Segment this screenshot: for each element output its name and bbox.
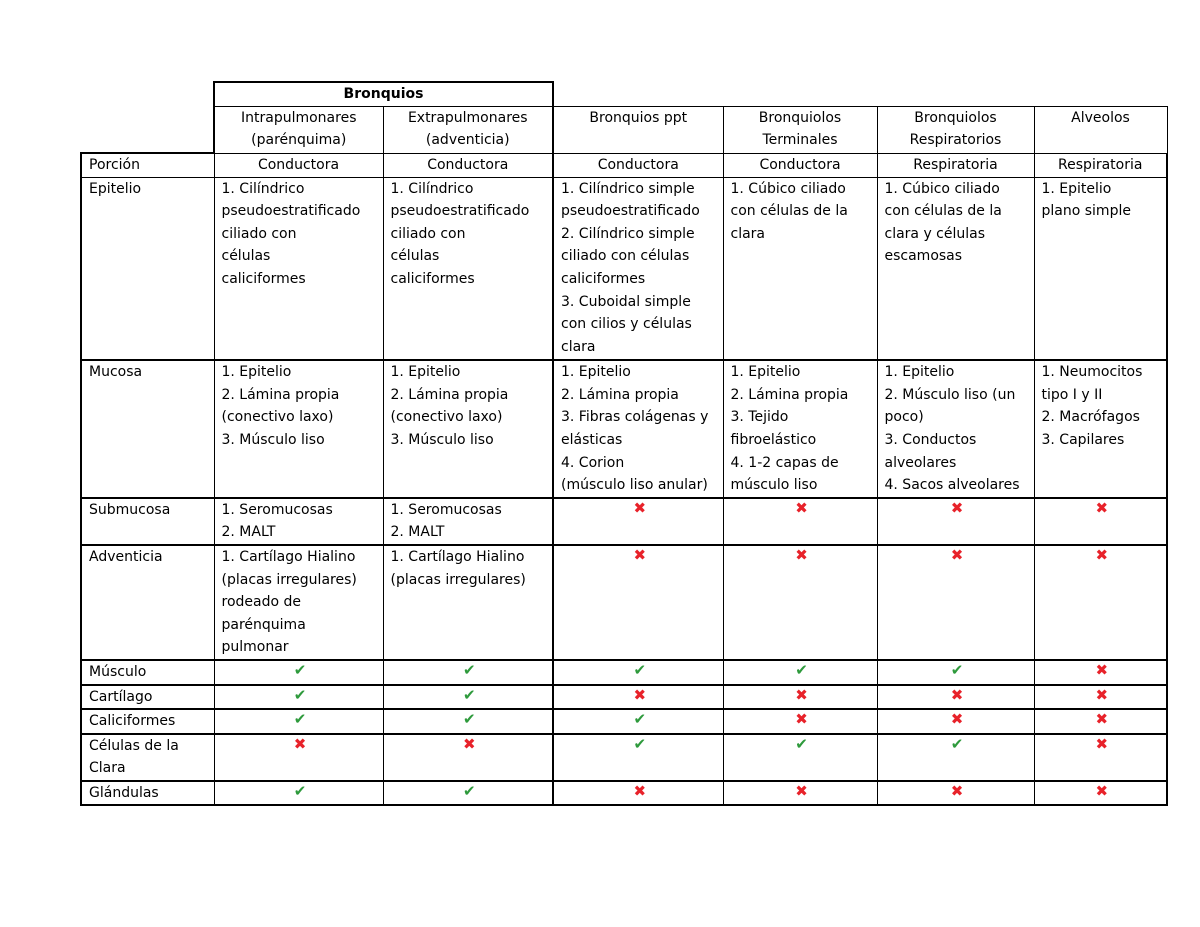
cell-text-line: Caliciformes <box>89 713 176 730</box>
cell-porcion-extrapulmonares <box>383 153 553 177</box>
table-row <box>81 734 1167 781</box>
check-icon: ✔ <box>950 734 964 753</box>
cell-caliciformes-alveolos <box>1034 709 1167 734</box>
cell-text-line: (placas irregulares) <box>221 571 357 588</box>
cell-text-line: Bronquios ppt <box>589 109 688 126</box>
cell-text-line: células <box>390 248 440 265</box>
cell-text-line: 1. Seromucosas <box>221 501 333 518</box>
cell-text-line: pseudoestratificado <box>390 203 530 220</box>
cross-icon: ✖ <box>1095 498 1109 517</box>
cell-musculo-bronquiolos-respiratorios <box>877 660 1034 685</box>
cell-text-line: 4. Sacos alveolares <box>884 477 1020 494</box>
cross-icon: ✖ <box>1095 710 1109 729</box>
cell-text-line: tipo I y II <box>1041 386 1103 403</box>
cell-text-line: poco) <box>884 409 924 426</box>
cell-adventicia-alveolos <box>1034 545 1167 660</box>
cross-icon: ✖ <box>293 734 307 753</box>
cell-text-line: 1. Cilíndrico simple <box>561 180 695 197</box>
cross-icon: ✖ <box>795 545 808 564</box>
cell-text-line: 1. Epitelio <box>1041 180 1112 197</box>
row-label-musculo <box>81 660 214 685</box>
cell-text-line: Submucosa <box>89 501 171 518</box>
table-row <box>81 545 1167 660</box>
cell-text-line: con células de la <box>730 203 848 220</box>
cell-text-line: 1. Seromucosas <box>390 501 502 518</box>
cell-text-line: Extrapulmonares <box>407 109 528 126</box>
cell-text-line: fibroelástico <box>730 431 817 448</box>
row-label-caliciformes <box>81 709 214 734</box>
table-row <box>81 685 1167 710</box>
cell-text-line: pseudoestratificado <box>561 203 700 220</box>
row-label-adventicia <box>81 545 214 660</box>
cell-cartilago-extrapulmonares <box>383 685 553 710</box>
column-header-bronquiolos-respiratorios <box>877 106 1034 153</box>
cell-text-line: con células de la <box>884 203 1002 220</box>
cell-text-line: 2. Lámina propia <box>390 386 509 403</box>
cell-text-line: 1. Neumocitos <box>1041 364 1143 381</box>
cell-text-line: (adventicia) <box>425 132 510 149</box>
cell-adventicia-bronquiolos-terminales <box>723 545 877 660</box>
check-icon: ✔ <box>633 660 647 679</box>
cell-text-line: músculo liso <box>730 477 818 494</box>
cell-glandulas-bronquiolos-terminales <box>723 781 877 806</box>
cross-icon: ✖ <box>795 685 808 704</box>
cell-adventicia-extrapulmonares <box>383 545 553 660</box>
cell-text-line: Conductora <box>759 156 841 173</box>
empty-header-cell <box>1034 82 1167 106</box>
cell-text-line: (placas irregulares) <box>390 571 526 588</box>
cell-text-line: Conductora <box>257 156 340 173</box>
cell-text-line: Intrapulmonares <box>241 109 357 126</box>
cell-text-line: Conductora <box>427 156 509 173</box>
cell-text-line: (músculo liso anular) <box>561 477 708 494</box>
cell-text-line: 2. Músculo liso (un <box>884 386 1016 403</box>
cell-text-line: caliciformes <box>221 271 306 288</box>
cell-glandulas-alveolos <box>1034 781 1167 806</box>
cell-text-line: Bronquiolos <box>758 109 842 126</box>
cell-submucosa-intrapulmonares <box>214 498 383 545</box>
cell-celulas-clara-bronquiolos-respiratorios <box>877 734 1034 781</box>
cell-submucosa-bronquios-ppt <box>553 498 723 545</box>
comparison-table <box>80 81 1168 806</box>
column-header-intrapulmonares <box>214 106 383 153</box>
cell-text-line: 2. Lámina propia <box>730 386 849 403</box>
cell-mucosa-extrapulmonares <box>383 360 553 498</box>
cell-text-line: 4. 1-2 capas de <box>730 454 839 471</box>
cell-glandulas-intrapulmonares <box>214 781 383 806</box>
cell-text-line: 2. MALT <box>390 524 445 541</box>
cross-icon: ✖ <box>633 781 647 800</box>
cell-epitelio-bronquiolos-respiratorios <box>877 177 1034 360</box>
cell-submucosa-bronquiolos-terminales <box>723 498 877 545</box>
cell-text-line: 3. Conductos <box>884 431 977 448</box>
table-row <box>81 660 1167 685</box>
cell-celulas-clara-extrapulmonares <box>383 734 553 781</box>
cell-text-line: 3. Capilares <box>1041 431 1125 448</box>
cell-glandulas-extrapulmonares <box>383 781 553 806</box>
empty-header-cell <box>723 82 877 106</box>
cell-submucosa-extrapulmonares <box>383 498 553 545</box>
cell-text-line: Células de la <box>89 737 179 754</box>
cell-text-line: clara y células <box>884 225 986 242</box>
column-header-bronquios-ppt <box>553 106 723 153</box>
check-icon: ✔ <box>462 781 476 800</box>
cell-text-line: 1. Cartílago Hialino <box>221 548 356 565</box>
cell-text-line: 1. Epitelio <box>884 364 955 381</box>
cross-icon: ✖ <box>950 710 964 729</box>
cell-epitelio-bronquiolos-terminales <box>723 177 877 360</box>
cell-cartilago-alveolos <box>1034 685 1167 710</box>
check-icon: ✔ <box>462 660 476 679</box>
cell-text-line: (parénquima) <box>251 132 347 149</box>
empty-corner <box>81 106 214 153</box>
cell-text-line: escamosas <box>884 248 963 265</box>
cell-celulas-clara-bronquios-ppt <box>553 734 723 781</box>
table-row <box>81 781 1167 806</box>
row-label-porcion <box>81 153 214 177</box>
cell-text-line: 1. Epitelio <box>561 364 631 381</box>
cell-text-line: ciliado con <box>390 225 466 242</box>
cross-icon: ✖ <box>1095 660 1109 679</box>
cell-glandulas-bronquiolos-respiratorios <box>877 781 1034 806</box>
cell-text-line: 3. Músculo liso <box>390 431 494 448</box>
check-icon: ✔ <box>633 710 647 729</box>
cell-celulas-clara-intrapulmonares <box>214 734 383 781</box>
check-icon: ✔ <box>795 734 808 753</box>
header-columns-row <box>81 106 1167 153</box>
column-header-extrapulmonares <box>383 106 553 153</box>
cross-icon: ✖ <box>795 781 808 800</box>
cell-text-line: 3. Fibras colágenas y <box>561 409 709 426</box>
cell-epitelio-bronquios-ppt <box>553 177 723 360</box>
cell-caliciformes-bronquios-ppt <box>553 709 723 734</box>
cell-celulas-clara-bronquiolos-terminales <box>723 734 877 781</box>
cell-mucosa-alveolos <box>1034 360 1167 498</box>
cell-text-line: (conectivo laxo) <box>221 409 334 426</box>
cell-text-line: pseudoestratificado <box>221 203 361 220</box>
cell-text-line: (conectivo laxo) <box>390 409 503 426</box>
cell-text-line: ciliado con células <box>561 248 690 265</box>
table-row <box>81 709 1167 734</box>
cross-icon: ✖ <box>633 545 647 564</box>
cell-text-line: parénquima <box>221 616 306 633</box>
cell-text-line: 3. Cuboidal simple <box>561 293 691 310</box>
cell-text-line: Músculo <box>89 663 147 680</box>
cross-icon: ✖ <box>795 710 808 729</box>
table-row <box>81 153 1167 177</box>
cell-text-line: caliciformes <box>561 271 646 288</box>
cross-icon: ✖ <box>950 685 964 704</box>
cell-text-line: alveolares <box>884 454 957 471</box>
cell-text-line: 1. Epitelio <box>730 364 801 381</box>
check-icon: ✔ <box>795 660 808 679</box>
cross-icon: ✖ <box>633 498 647 517</box>
cell-adventicia-bronquiolos-respiratorios <box>877 545 1034 660</box>
cell-caliciformes-bronquiolos-respiratorios <box>877 709 1034 734</box>
cell-musculo-intrapulmonares <box>214 660 383 685</box>
cell-text-line: clara <box>730 225 766 242</box>
row-label-submucosa <box>81 498 214 545</box>
cell-text-line: 2. Macrófagos <box>1041 409 1140 426</box>
cell-text-line: Terminales <box>762 132 838 149</box>
cell-adventicia-bronquios-ppt <box>553 545 723 660</box>
cross-icon: ✖ <box>795 498 808 517</box>
column-header-bronquiolos-terminales <box>723 106 877 153</box>
empty-header-cell <box>553 82 723 106</box>
cell-text-line: Adventicia <box>89 548 163 565</box>
cell-epitelio-extrapulmonares <box>383 177 553 360</box>
cell-epitelio-alveolos <box>1034 177 1167 360</box>
cell-text-line: 1. Cartílago Hialino <box>390 548 525 565</box>
cell-musculo-extrapulmonares <box>383 660 553 685</box>
cell-text-line: Glándulas <box>89 784 159 801</box>
cell-porcion-bronquiolos-terminales <box>723 153 877 177</box>
cell-text-line: Mucosa <box>89 364 143 381</box>
row-label-epitelio <box>81 177 214 360</box>
cell-text-line: Respiratoria <box>913 156 998 173</box>
cross-icon: ✖ <box>950 498 964 517</box>
cell-text-line: caliciformes <box>390 271 475 288</box>
header-group-row <box>81 82 1167 106</box>
cell-text-line: Conductora <box>597 156 679 173</box>
check-icon: ✔ <box>633 734 647 753</box>
cell-caliciformes-extrapulmonares <box>383 709 553 734</box>
cell-mucosa-bronquiolos-respiratorios <box>877 360 1034 498</box>
cell-cartilago-bronquios-ppt <box>553 685 723 710</box>
cell-text-line: elásticas <box>561 431 623 448</box>
cell-adventicia-intrapulmonares <box>214 545 383 660</box>
cross-icon: ✖ <box>462 734 476 753</box>
cell-text-line: ciliado con <box>221 225 297 242</box>
table-row <box>81 177 1167 360</box>
cross-icon: ✖ <box>1095 734 1109 753</box>
cell-text-line: 1. Cilíndrico <box>390 180 474 197</box>
check-icon: ✔ <box>462 685 476 704</box>
cell-text-line: 1. Epitelio <box>221 364 292 381</box>
row-label-mucosa <box>81 360 214 498</box>
cell-caliciformes-bronquiolos-terminales <box>723 709 877 734</box>
cell-porcion-intrapulmonares <box>214 153 383 177</box>
cell-musculo-bronquios-ppt <box>553 660 723 685</box>
cross-icon: ✖ <box>1095 545 1109 564</box>
cell-text-line: plano simple <box>1041 203 1131 220</box>
cell-glandulas-bronquios-ppt <box>553 781 723 806</box>
cell-text-line: 2. Cilíndrico simple <box>561 225 695 242</box>
cell-porcion-bronquios-ppt <box>553 153 723 177</box>
cell-text-line: Epitelio <box>89 180 142 197</box>
cell-text-line: 2. Lámina propia <box>221 386 340 403</box>
cell-text-line: 3. Tejido <box>730 409 789 426</box>
cell-porcion-alveolos <box>1034 153 1167 177</box>
cross-icon: ✖ <box>950 545 964 564</box>
cell-text-line: 1. Cúbico ciliado <box>730 180 846 197</box>
cell-text-line: pulmonar <box>221 639 289 656</box>
check-icon: ✔ <box>462 710 476 729</box>
cell-text-line: Cartílago <box>89 688 153 705</box>
empty-header-cell <box>877 82 1034 106</box>
table-row <box>81 360 1167 498</box>
column-header-alveolos <box>1034 106 1167 153</box>
cell-text-line: clara <box>561 338 596 355</box>
cell-text-line: Respiratoria <box>1058 156 1143 173</box>
header-group-bronquios: Bronquios <box>214 82 553 106</box>
cell-text-line: Clara <box>89 760 126 777</box>
check-icon: ✔ <box>293 781 307 800</box>
row-label-glandulas <box>81 781 214 806</box>
cell-text-line: rodeado de <box>221 594 301 611</box>
cell-text-line: 1. Cilíndrico <box>221 180 305 197</box>
check-icon: ✔ <box>293 710 307 729</box>
cell-mucosa-intrapulmonares <box>214 360 383 498</box>
check-icon: ✔ <box>293 660 307 679</box>
cell-text-line: Alveolos <box>1071 109 1130 126</box>
cell-mucosa-bronquiolos-terminales <box>723 360 877 498</box>
cross-icon: ✖ <box>1095 781 1109 800</box>
cell-mucosa-bronquios-ppt <box>553 360 723 498</box>
cell-porcion-bronquiolos-respiratorios <box>877 153 1034 177</box>
cell-text-line: con cilios y células <box>561 316 692 333</box>
cell-text-line: Respiratorios <box>909 132 1002 149</box>
cell-text-line: 4. Corion <box>561 454 625 471</box>
cell-cartilago-bronquiolos-respiratorios <box>877 685 1034 710</box>
cell-text-line: Bronquiolos <box>914 109 997 126</box>
cell-text-line: 2. MALT <box>221 524 276 541</box>
cell-submucosa-alveolos <box>1034 498 1167 545</box>
cell-musculo-alveolos <box>1034 660 1167 685</box>
cell-cartilago-bronquiolos-terminales <box>723 685 877 710</box>
empty-corner <box>81 82 214 106</box>
check-icon: ✔ <box>293 685 307 704</box>
cross-icon: ✖ <box>1095 685 1109 704</box>
cell-cartilago-intrapulmonares <box>214 685 383 710</box>
cell-text-line: 1. Epitelio <box>390 364 461 381</box>
cross-icon: ✖ <box>950 781 964 800</box>
histology-comparison-sheet <box>80 81 1168 806</box>
table-row <box>81 498 1167 545</box>
cross-icon: ✖ <box>633 685 647 704</box>
cell-submucosa-bronquiolos-respiratorios <box>877 498 1034 545</box>
cell-celulas-clara-alveolos <box>1034 734 1167 781</box>
cell-text-line: 3. Músculo liso <box>221 431 325 448</box>
cell-text-line: 2. Lámina propia <box>561 386 679 403</box>
cell-epitelio-intrapulmonares <box>214 177 383 360</box>
row-label-celulas-clara <box>81 734 214 781</box>
cell-text-line: Porción <box>89 157 140 174</box>
cell-caliciformes-intrapulmonares <box>214 709 383 734</box>
check-icon: ✔ <box>950 660 964 679</box>
cell-text-line: 1. Cúbico ciliado <box>884 180 1000 197</box>
cell-text-line: células <box>221 248 271 265</box>
row-label-cartilago <box>81 685 214 710</box>
cell-musculo-bronquiolos-terminales <box>723 660 877 685</box>
